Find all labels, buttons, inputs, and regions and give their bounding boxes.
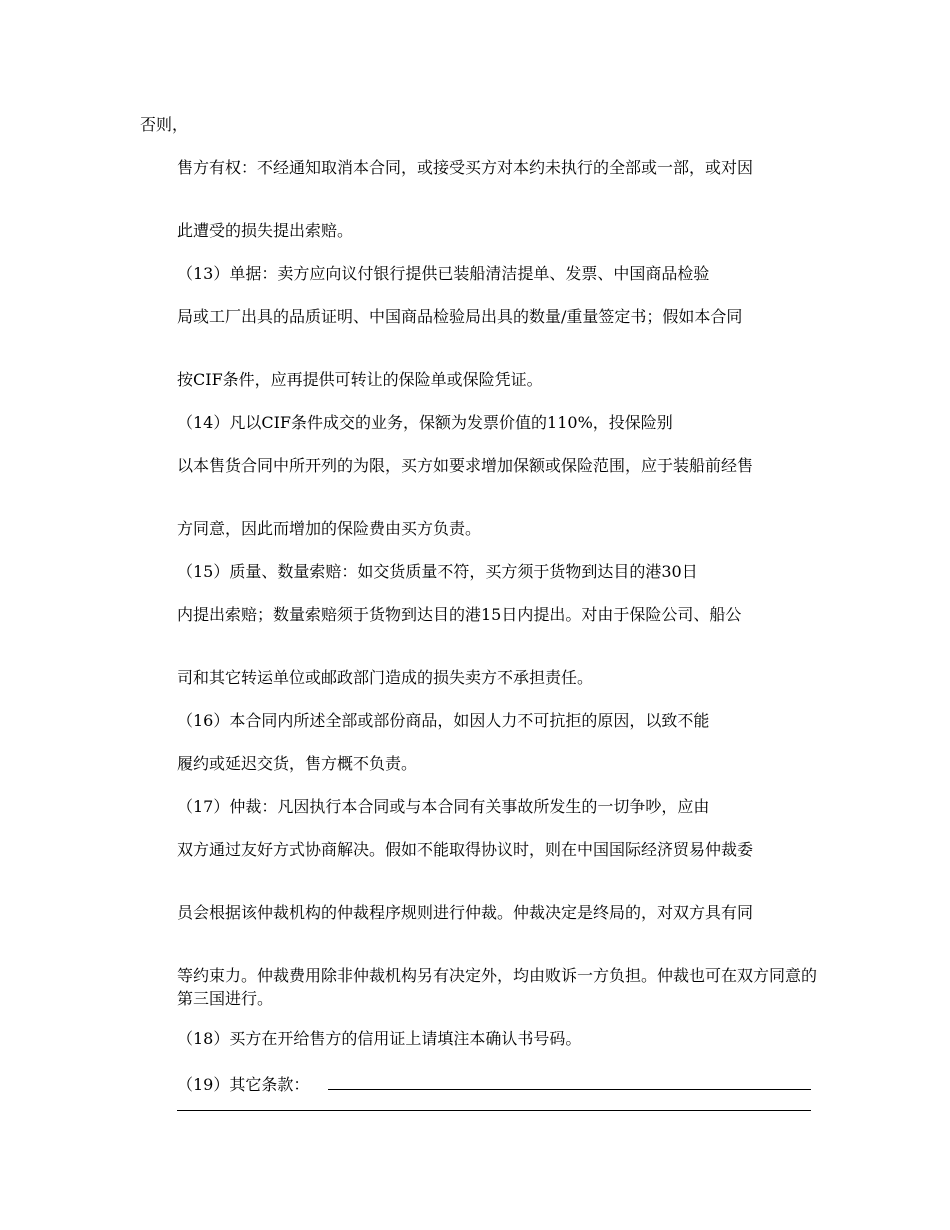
clause-16-line: （16）本合同内所述全部或部份商品，如因人力不可抗拒的原因，以致不能 — [177, 711, 710, 730]
clause-14-line: （14）凡以CIF条件成交的业务，保额为发票价值的110%，投保险别 — [177, 413, 673, 432]
paragraph-line: 局或工厂出具的品质证明、中国商品检验局出具的数量/重量签定书；假如本合同 — [177, 307, 743, 326]
other-terms-blank-line-1[interactable] — [328, 1089, 811, 1090]
paragraph-line: 双方通过友好方式协商解决。假如不能取得协议时，则在中国国际经济贸易仲裁委 — [177, 840, 754, 859]
paragraph-line: 内提出索赔；数量索赔须于货物到达目的港15日内提出。对由于保险公司、船公 — [177, 605, 742, 624]
paragraph-line: 等约束力。仲裁费用除非仲裁机构另有决定外，均由败诉一方负担。仲裁也可在双方同意的第三国进行。 — [177, 966, 818, 1008]
paragraph-line: 员会根据该仲裁机构的仲裁程序规则进行仲裁。仲裁决定是终局的，对双方具有同 — [177, 903, 754, 922]
paragraph-line: 否则， — [140, 115, 189, 134]
paragraph-line: 以本售货合同中所开列的为限，买方如要求增加保额或保险范围，应于装船前经售 — [177, 456, 754, 475]
paragraph-line: 司和其它转运单位或邮政部门造成的损失卖方不承担责任。 — [177, 668, 594, 687]
paragraph-line: 履约或延迟交货，售方概不负责。 — [177, 754, 418, 773]
clause-13-line: （13）单据：卖方应向议付银行提供已装船清洁提单、发票、中国商品检验 — [177, 264, 710, 283]
clause-15-line: （15）质量、数量索赔：如交货质量不符，买方须于货物到达目的港30日 — [177, 562, 698, 581]
clause-17-line: （17）仲裁：凡因执行本合同或与本合同有关事故所发生的一切争吵，应由 — [177, 797, 710, 816]
paragraph-line: 方同意，因此而增加的保险费由买方负责。 — [177, 519, 482, 538]
other-terms-blank-line-2[interactable] — [177, 1110, 811, 1111]
clause-18-line: （18）买方在开给售方的信用证上请填注本确认书号码。 — [177, 1029, 582, 1048]
paragraph-line: 售方有权：不经通知取消本合同，或接受买方对本约未执行的全部或一部，或对因 — [177, 158, 754, 177]
clause-19-other-terms — [177, 1073, 817, 1097]
other-terms-label: （19）其它条款： — [177, 1075, 310, 1094]
paragraph-line: 按CIF条件，应再提供可转让的保险单或保险凭证。 — [177, 370, 543, 389]
paragraph-line: 此遭受的损失提出索赔。 — [177, 221, 354, 240]
